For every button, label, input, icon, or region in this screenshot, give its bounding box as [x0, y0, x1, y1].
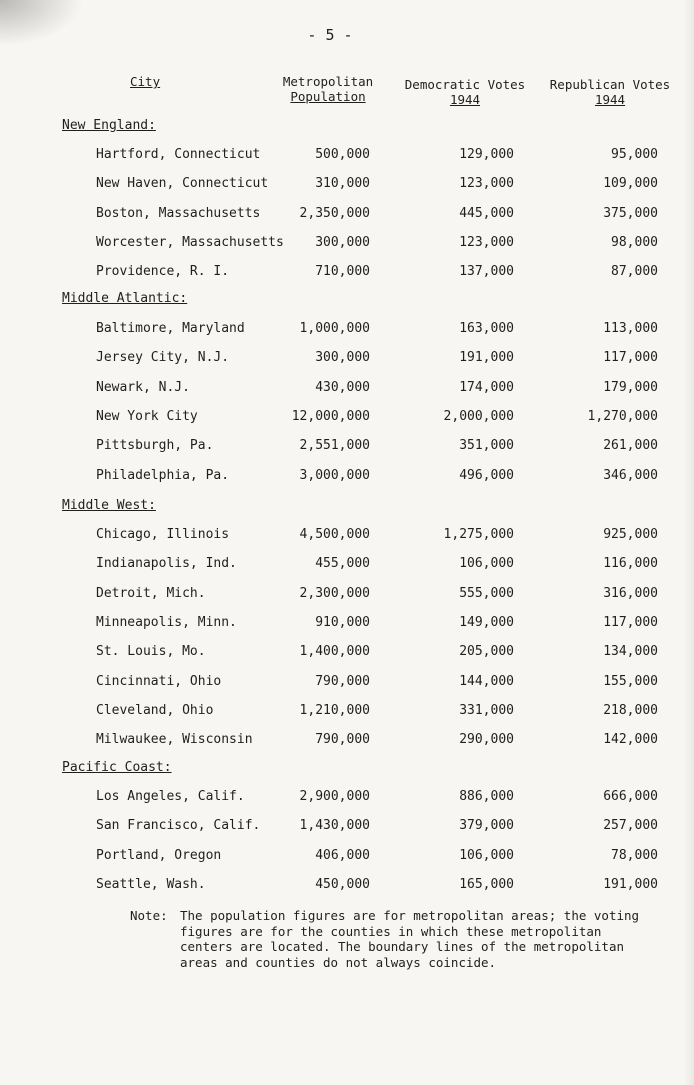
header-democratic-line2: 1944	[449, 92, 481, 107]
table-row	[0, 527, 694, 547]
cell-population: 790,000	[315, 674, 370, 689]
cell-republican: 261,000	[603, 438, 658, 453]
cell-population: 2,900,000	[299, 789, 370, 804]
table-row	[0, 264, 694, 284]
header-population-line1: Metropolitan	[282, 74, 374, 89]
cell-republican: 98,000	[611, 235, 658, 250]
table-row	[0, 235, 694, 255]
cell-population: 910,000	[315, 615, 370, 630]
cell-city: Cincinnati, Ohio	[96, 674, 222, 689]
header-democratic	[400, 77, 530, 107]
cell-republican: 113,000	[603, 321, 658, 336]
cell-democratic: 174,000	[459, 380, 514, 395]
note-text: The population figures are for metropolitan areas; the voting figures are for the counties in which these metropolitan centers are located. The boundary lines of the metropolitan areas and counties do not always coincide.	[180, 908, 640, 970]
cell-city: Jersey City, N.J.	[96, 350, 230, 365]
cell-population: 430,000	[315, 380, 370, 395]
cell-democratic: 163,000	[459, 321, 514, 336]
cell-city: New Haven, Connecticut	[96, 176, 269, 191]
cell-democratic: 290,000	[459, 732, 514, 747]
cell-population: 2,350,000	[299, 206, 370, 221]
table-row	[0, 789, 694, 809]
cell-democratic: 123,000	[459, 176, 514, 191]
cell-city: Philadelphia, Pa.	[96, 468, 230, 483]
table-row	[0, 732, 694, 752]
cell-democratic: 331,000	[459, 703, 514, 718]
cell-republican: 116,000	[603, 556, 658, 571]
cell-republican: 666,000	[603, 789, 658, 804]
table-row	[0, 350, 694, 370]
region-heading: Middle West:	[62, 498, 156, 513]
cell-city: San Francisco, Calif.	[96, 818, 261, 833]
cell-city: Pittsburgh, Pa.	[96, 438, 214, 453]
cell-republican: 346,000	[603, 468, 658, 483]
cell-city: Baltimore, Maryland	[96, 321, 245, 336]
table-row	[0, 206, 694, 226]
cell-population: 310,000	[315, 176, 370, 191]
cell-republican: 375,000	[603, 206, 658, 221]
cell-city: Detroit, Mich.	[96, 586, 206, 601]
cell-republican: 87,000	[611, 264, 658, 279]
header-population	[278, 74, 378, 104]
cell-population: 1,430,000	[299, 818, 370, 833]
cell-republican: 316,000	[603, 586, 658, 601]
cell-city: Indianapolis, Ind.	[96, 556, 237, 571]
cell-population: 2,300,000	[299, 586, 370, 601]
cell-city: Cleveland, Ohio	[96, 703, 214, 718]
cell-population: 406,000	[315, 848, 370, 863]
cell-democratic: 1,275,000	[443, 527, 514, 542]
cell-city: Portland, Oregon	[96, 848, 222, 863]
cell-population: 500,000	[315, 147, 370, 162]
table-row	[0, 409, 694, 429]
cell-republican: 109,000	[603, 176, 658, 191]
cell-democratic: 379,000	[459, 818, 514, 833]
region-heading: Middle Atlantic:	[62, 291, 188, 306]
cell-population: 1,210,000	[299, 703, 370, 718]
table-row	[0, 644, 694, 664]
table-row	[0, 380, 694, 400]
cell-republican: 95,000	[611, 147, 658, 162]
table-row	[0, 586, 694, 606]
table-row	[0, 818, 694, 838]
cell-democratic: 496,000	[459, 468, 514, 483]
table-row	[0, 703, 694, 723]
cell-city: Newark, N.J.	[96, 380, 190, 395]
cell-democratic: 144,000	[459, 674, 514, 689]
cell-democratic: 886,000	[459, 789, 514, 804]
cell-city: Los Angeles, Calif.	[96, 789, 245, 804]
cell-democratic: 129,000	[459, 147, 514, 162]
table-row	[0, 438, 694, 458]
cell-city: Providence, R. I.	[96, 264, 230, 279]
cell-democratic: 106,000	[459, 556, 514, 571]
cell-democratic: 555,000	[459, 586, 514, 601]
header-democratic-line1: Democratic Votes	[404, 77, 526, 92]
cell-population: 455,000	[315, 556, 370, 571]
cell-republican: 117,000	[603, 350, 658, 365]
cell-city: Seattle, Wash.	[96, 877, 206, 892]
cell-population: 1,400,000	[299, 644, 370, 659]
cell-population: 450,000	[315, 877, 370, 892]
cell-democratic: 165,000	[459, 877, 514, 892]
table-row	[0, 848, 694, 868]
cell-population: 3,000,000	[299, 468, 370, 483]
cell-republican: 117,000	[603, 615, 658, 630]
cell-city: Worcester, Massachusetts	[96, 235, 284, 250]
cell-city: Boston, Massachusetts	[96, 206, 261, 221]
cell-population: 710,000	[315, 264, 370, 279]
table-row	[0, 556, 694, 576]
page-number: - 5 -	[307, 26, 353, 44]
cell-republican: 142,000	[603, 732, 658, 747]
cell-republican: 134,000	[603, 644, 658, 659]
cell-republican: 78,000	[611, 848, 658, 863]
cell-republican: 1,270,000	[587, 409, 658, 424]
cell-democratic: 123,000	[459, 235, 514, 250]
cell-democratic: 106,000	[459, 848, 514, 863]
header-republican-line2: 1944	[594, 92, 626, 107]
cell-republican: 155,000	[603, 674, 658, 689]
cell-democratic: 205,000	[459, 644, 514, 659]
cell-democratic: 191,000	[459, 350, 514, 365]
cell-population: 790,000	[315, 732, 370, 747]
table-row	[0, 674, 694, 694]
cell-population: 300,000	[315, 350, 370, 365]
table-row	[0, 321, 694, 341]
cell-republican: 179,000	[603, 380, 658, 395]
cell-republican: 218,000	[603, 703, 658, 718]
cell-population: 12,000,000	[291, 409, 370, 424]
region-heading: Pacific Coast:	[62, 760, 172, 775]
table-row	[0, 877, 694, 897]
header-republican	[545, 77, 675, 107]
cell-population: 1,000,000	[299, 321, 370, 336]
cell-democratic: 137,000	[459, 264, 514, 279]
header-population-line2: Population	[290, 89, 366, 104]
cell-democratic: 445,000	[459, 206, 514, 221]
cell-city: Hartford, Connecticut	[96, 147, 261, 162]
cell-population: 300,000	[315, 235, 370, 250]
table-row	[0, 176, 694, 196]
cell-city: Milwaukee, Wisconsin	[96, 732, 253, 747]
cell-city: New York City	[96, 409, 198, 424]
cell-republican: 925,000	[603, 527, 658, 542]
region-heading: New England:	[62, 118, 156, 133]
table-row	[0, 468, 694, 488]
table-row	[0, 615, 694, 635]
scan-shadow	[0, 0, 90, 50]
cell-republican: 257,000	[603, 818, 658, 833]
cell-city: Chicago, Illinois	[96, 527, 230, 542]
header-republican-line1: Republican Votes	[549, 77, 671, 92]
note-label: Note:	[130, 908, 168, 923]
cell-democratic: 149,000	[459, 615, 514, 630]
cell-city: Minneapolis, Minn.	[96, 615, 237, 630]
cell-democratic: 2,000,000	[443, 409, 514, 424]
cell-city: St. Louis, Mo.	[96, 644, 206, 659]
cell-population: 4,500,000	[299, 527, 370, 542]
cell-democratic: 351,000	[459, 438, 514, 453]
cell-population: 2,551,000	[299, 438, 370, 453]
table-row	[0, 147, 694, 167]
cell-republican: 191,000	[603, 877, 658, 892]
header-city: City	[130, 74, 161, 89]
